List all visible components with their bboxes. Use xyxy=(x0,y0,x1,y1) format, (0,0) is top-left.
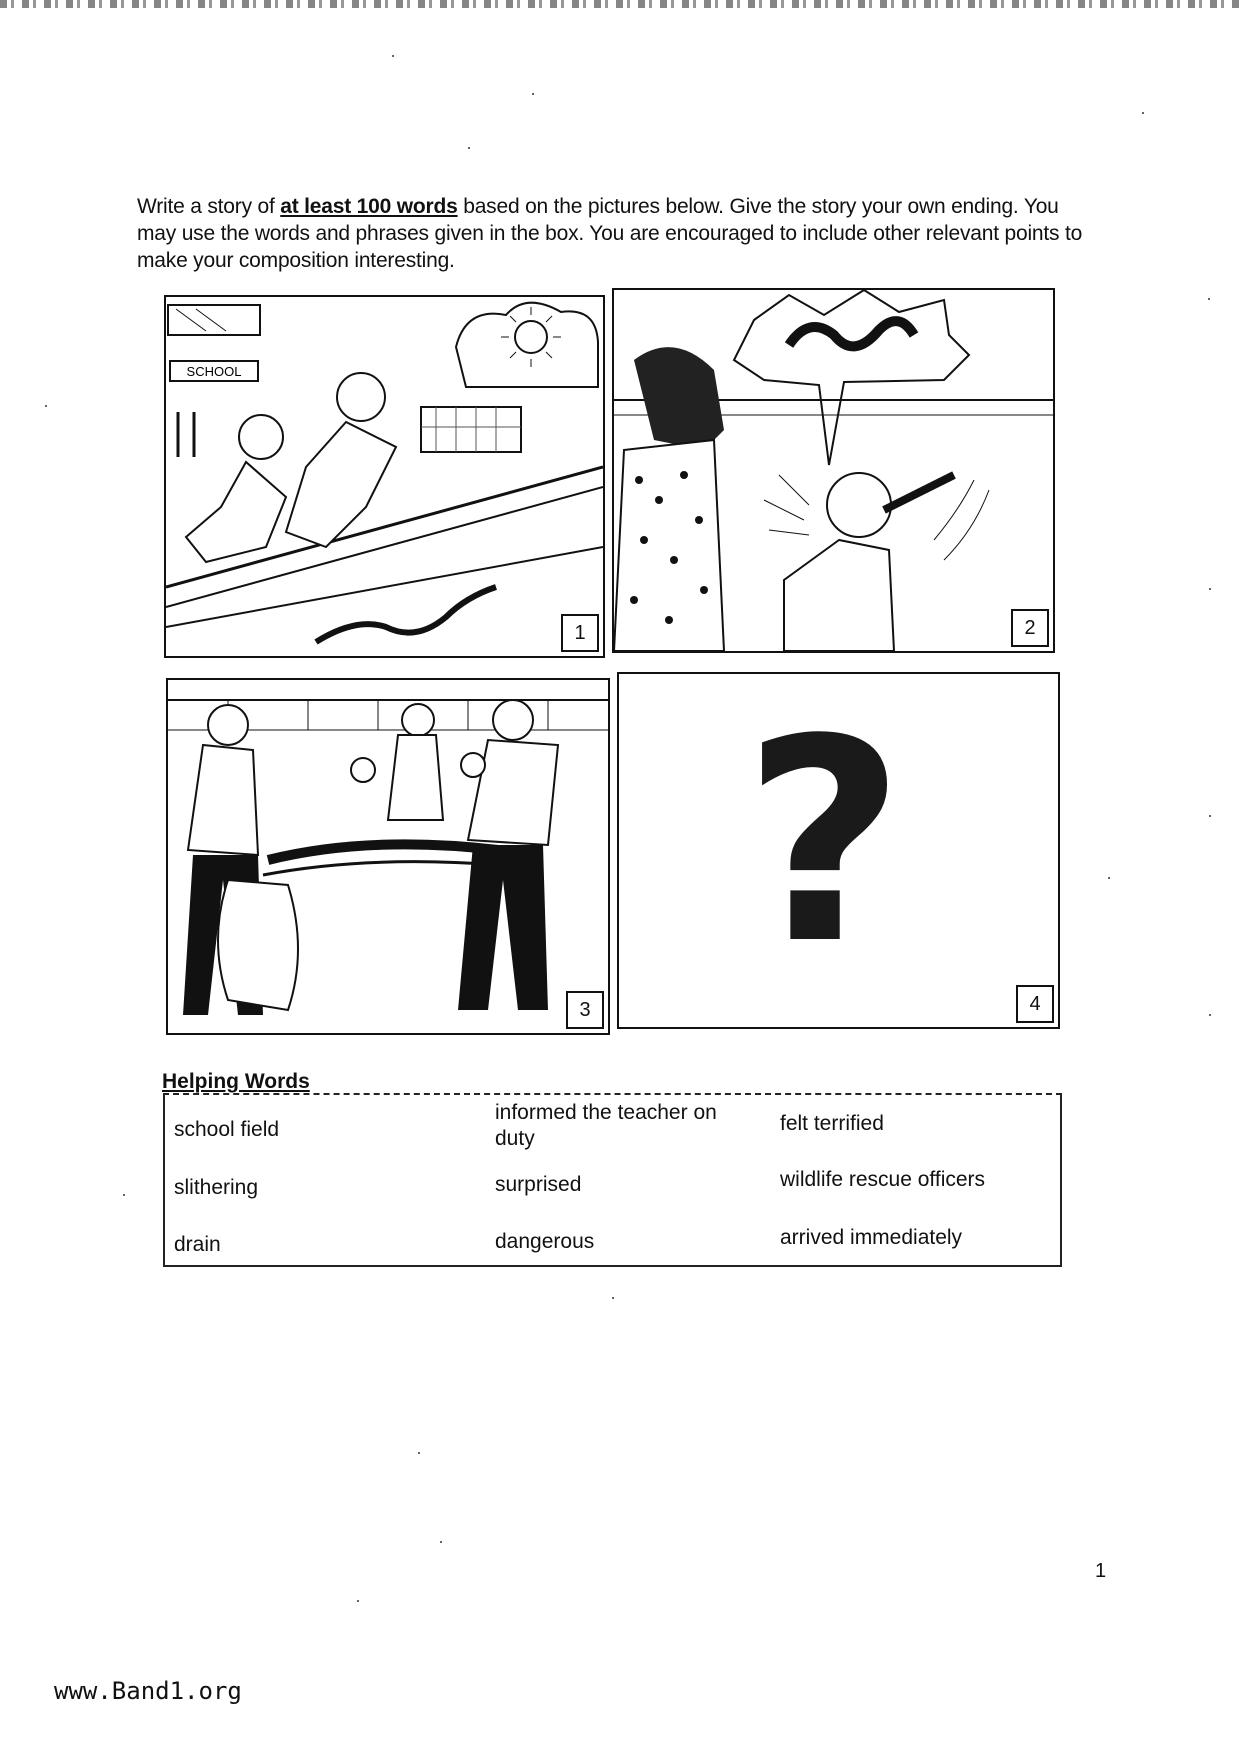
helping-words-box xyxy=(163,1093,1062,1267)
picture-panel-2 xyxy=(612,288,1055,653)
scan-speck xyxy=(123,1194,125,1196)
helping-word: arrived immediately xyxy=(780,1226,963,1249)
scan-speck xyxy=(468,147,470,149)
scan-speck xyxy=(440,1541,442,1543)
helping-word: wildlife rescue officers xyxy=(780,1168,986,1191)
scan-speck xyxy=(392,55,394,57)
panel-4-number: 4 xyxy=(1016,985,1054,1023)
panel-2-illustration xyxy=(614,290,1053,651)
scan-speck xyxy=(612,1297,614,1299)
scan-speck xyxy=(1142,112,1144,114)
picture-panel-4 xyxy=(617,672,1060,1029)
instructions-part2: based on the pictures below. Give the story your own ending. You may use the words and phrases given in the box. You are encouraged to include other relevant points to make your composition interesting. xyxy=(137,195,1083,272)
scan-speck xyxy=(1209,815,1211,817)
helping-word: informed the teacher on duty xyxy=(495,1101,717,1150)
instructions-part1: Write a story of xyxy=(137,195,281,218)
scan-speck xyxy=(1208,298,1210,300)
panel-1-illustration xyxy=(166,297,603,656)
panel-3-illustration xyxy=(168,680,608,1033)
instructions-emphasis: at least 100 words xyxy=(280,195,458,218)
svg-text:?: ? xyxy=(742,680,906,1006)
question-mark-icon xyxy=(619,674,1058,1027)
helping-word: slithering xyxy=(174,1176,259,1199)
helping-word: drain xyxy=(174,1233,221,1256)
scan-speck xyxy=(357,1600,359,1602)
picture-panel-1 xyxy=(164,295,605,658)
panel-1-number: 1 xyxy=(561,614,599,652)
panel-3-number: 3 xyxy=(566,991,604,1029)
school-sign-text: SCHOOL xyxy=(186,364,242,379)
helping-word: school field xyxy=(174,1118,280,1141)
footer-url: www.Band1.org xyxy=(54,1677,242,1705)
page-mark: 1 xyxy=(1095,1560,1107,1582)
scan-speck xyxy=(418,1452,420,1454)
helping-word: felt terrified xyxy=(780,1112,884,1135)
picture-panel-3 xyxy=(166,678,610,1035)
scan-speck xyxy=(45,405,47,407)
scan-speck xyxy=(1209,588,1211,590)
panel-2-number: 2 xyxy=(1011,609,1049,647)
scan-edge-noise xyxy=(0,0,1239,8)
scan-speck xyxy=(1108,877,1110,879)
instructions-text xyxy=(137,193,1097,274)
scan-speck xyxy=(1209,1014,1211,1016)
helping-word: surprised xyxy=(495,1173,582,1196)
helping-words-title: Helping Words xyxy=(162,1070,310,1093)
scan-speck xyxy=(532,93,534,95)
helping-word: dangerous xyxy=(495,1230,595,1253)
